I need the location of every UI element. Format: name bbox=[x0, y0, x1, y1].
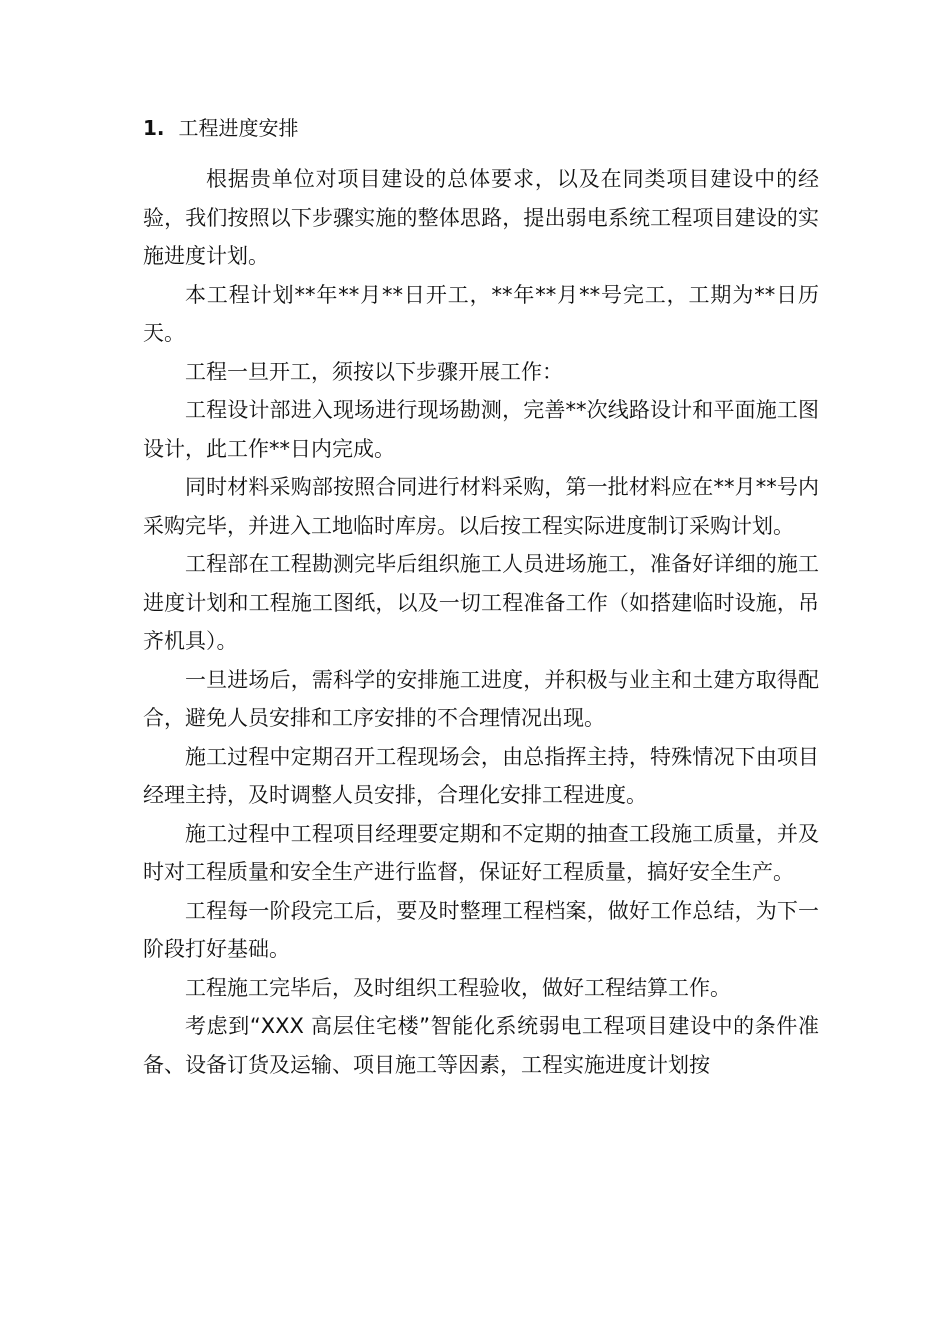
section-title: 工程进度安排 bbox=[178, 116, 299, 140]
paragraph: 工程一旦开工，须按以下步骤开展工作： bbox=[185, 359, 563, 384]
paragraph: 本工程计划**年**月**日开工，**年**月**号完工，工期为**日历天。 bbox=[143, 282, 819, 345]
section-heading bbox=[143, 108, 819, 148]
paragraph: 施工过程中定期召开工程现场会，由总指挥主持，特殊情况下由项目经理主持，及时调整人员安排，合理化安排工程进度。 bbox=[143, 744, 819, 807]
paragraph: 考虑到“XXX 高层住宅楼”智能化系统弱电工程项目建设中的条件准备、设备订货及运输、项目施工等因素，工程实施进度计划按 bbox=[143, 1014, 819, 1077]
paragraph: 一旦进场后，需科学的安排施工进度，并积极与业主和土建方取得配合，避免人员安排和工序安排的不合理情况出现。 bbox=[143, 667, 819, 730]
document-page bbox=[143, 108, 819, 1084]
paragraph: 工程施工完毕后，及时组织工程验收，做好工程结算工作。 bbox=[185, 975, 731, 1000]
paragraph: 同时材料采购部按照合同进行材料采购，第一批材料应在**月**号内采购完毕，并进入工地临时库房。以后按工程实际进度制订采购计划。 bbox=[143, 475, 819, 538]
paragraph: 工程每一阶段完工后，要及时整理工程档案，做好工作总结，为下一阶段打好基础。 bbox=[143, 898, 819, 961]
paragraph: 施工过程中工程项目经理要定期和不定期的抽查工段施工质量，并及时对工程质量和安全生产进行监督，保证好工程质量，搞好安全生产。 bbox=[143, 821, 819, 884]
paragraph: 工程设计部进入现场进行现场勘测，完善**次线路设计和平面施工图设计，此工作**日内完成。 bbox=[143, 398, 819, 461]
paragraph: 根据贵单位对项目建设的总体要求，以及在同类项目建设中的经验，我们按照以下步骤实施的整体思路，提出弱电系统工程项目建设的实施进度计划。 bbox=[143, 167, 819, 268]
paragraph: 工程部在工程勘测完毕后组织施工人员进场施工，准备好详细的施工进度计划和工程施工图纸，以及一切工程准备工作（如搭建临时设施，吊齐机具）。 bbox=[143, 552, 819, 653]
section-number: 1. bbox=[143, 116, 165, 140]
